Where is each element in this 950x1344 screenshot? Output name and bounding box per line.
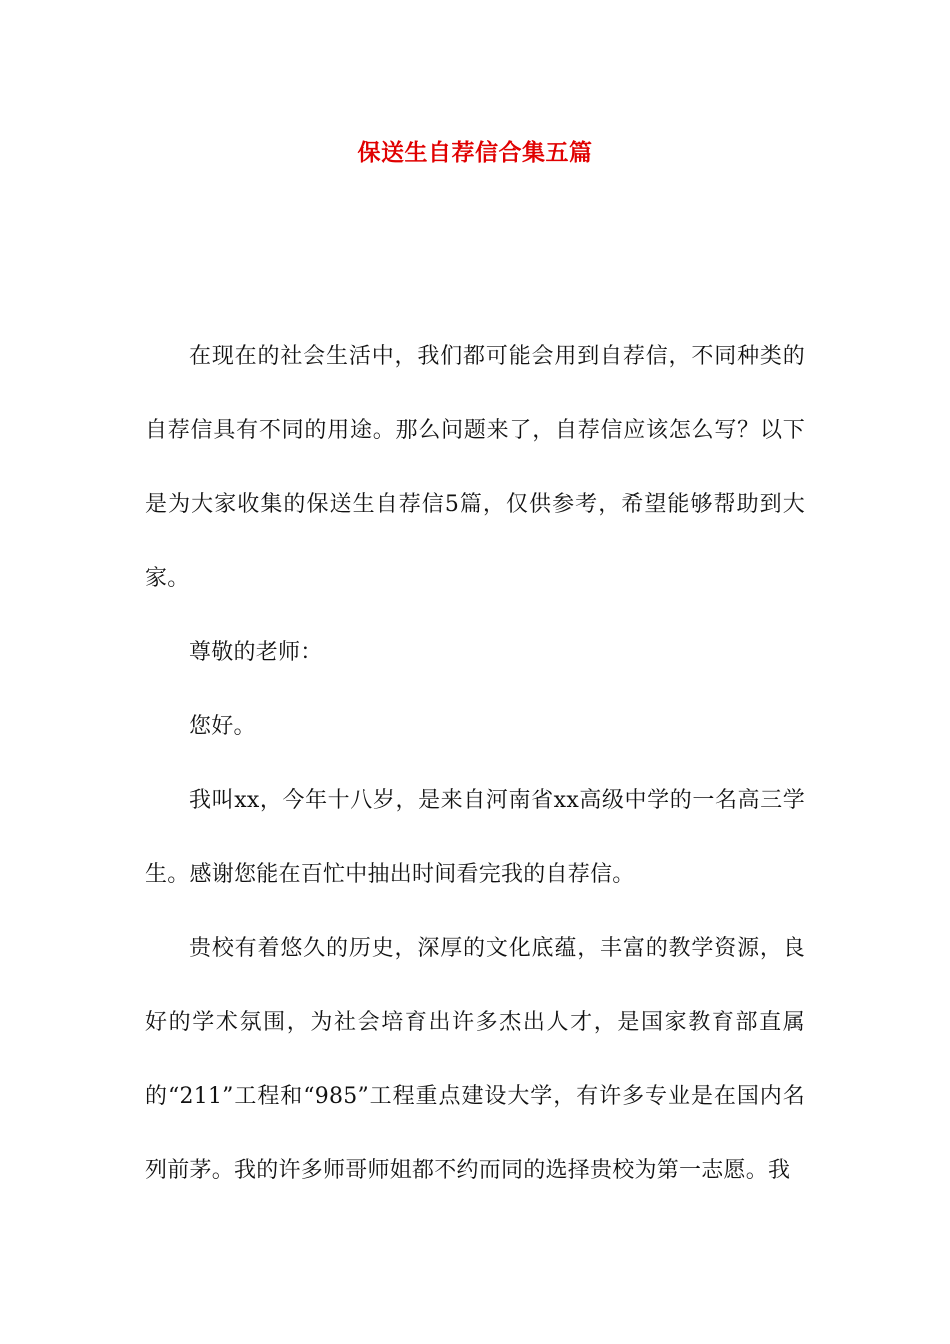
document-body: [145, 320, 805, 1208]
document-title: 保送生自荐信合集五篇: [357, 139, 593, 166]
paragraph-greeting: 您好。: [189, 714, 256, 739]
paragraph-intro: 在现在的社会生活中，我们都可能会用到自荐信，不同种类的自荐信具有不同的用途。那么问题来了，自荐信应该怎么写？以下是为大家收集的保送生自荐信5篇，仅供参考，希望能够帮助到大家。: [145, 344, 805, 591]
paragraph-school: 贵校有着悠久的历史，深厚的文化底蕴，丰富的教学资源，良好的学术氛围，为社会培育出许多杰出人才，是国家教育部直属的“211”工程和“985”工程重点建设大学，有许多专业是在国内名列前茅。我的许多师哥师姐都不约而同的选择贵校为第一志愿。我: [145, 936, 805, 1183]
paragraph-self-intro: 我叫xx，今年十八岁，是来自河南省xx高级中学的一名高三学生。感谢您能在百忙中抽出时间看完我的自荐信。: [145, 788, 805, 887]
paragraph-salutation: 尊敬的老师：: [189, 640, 323, 665]
